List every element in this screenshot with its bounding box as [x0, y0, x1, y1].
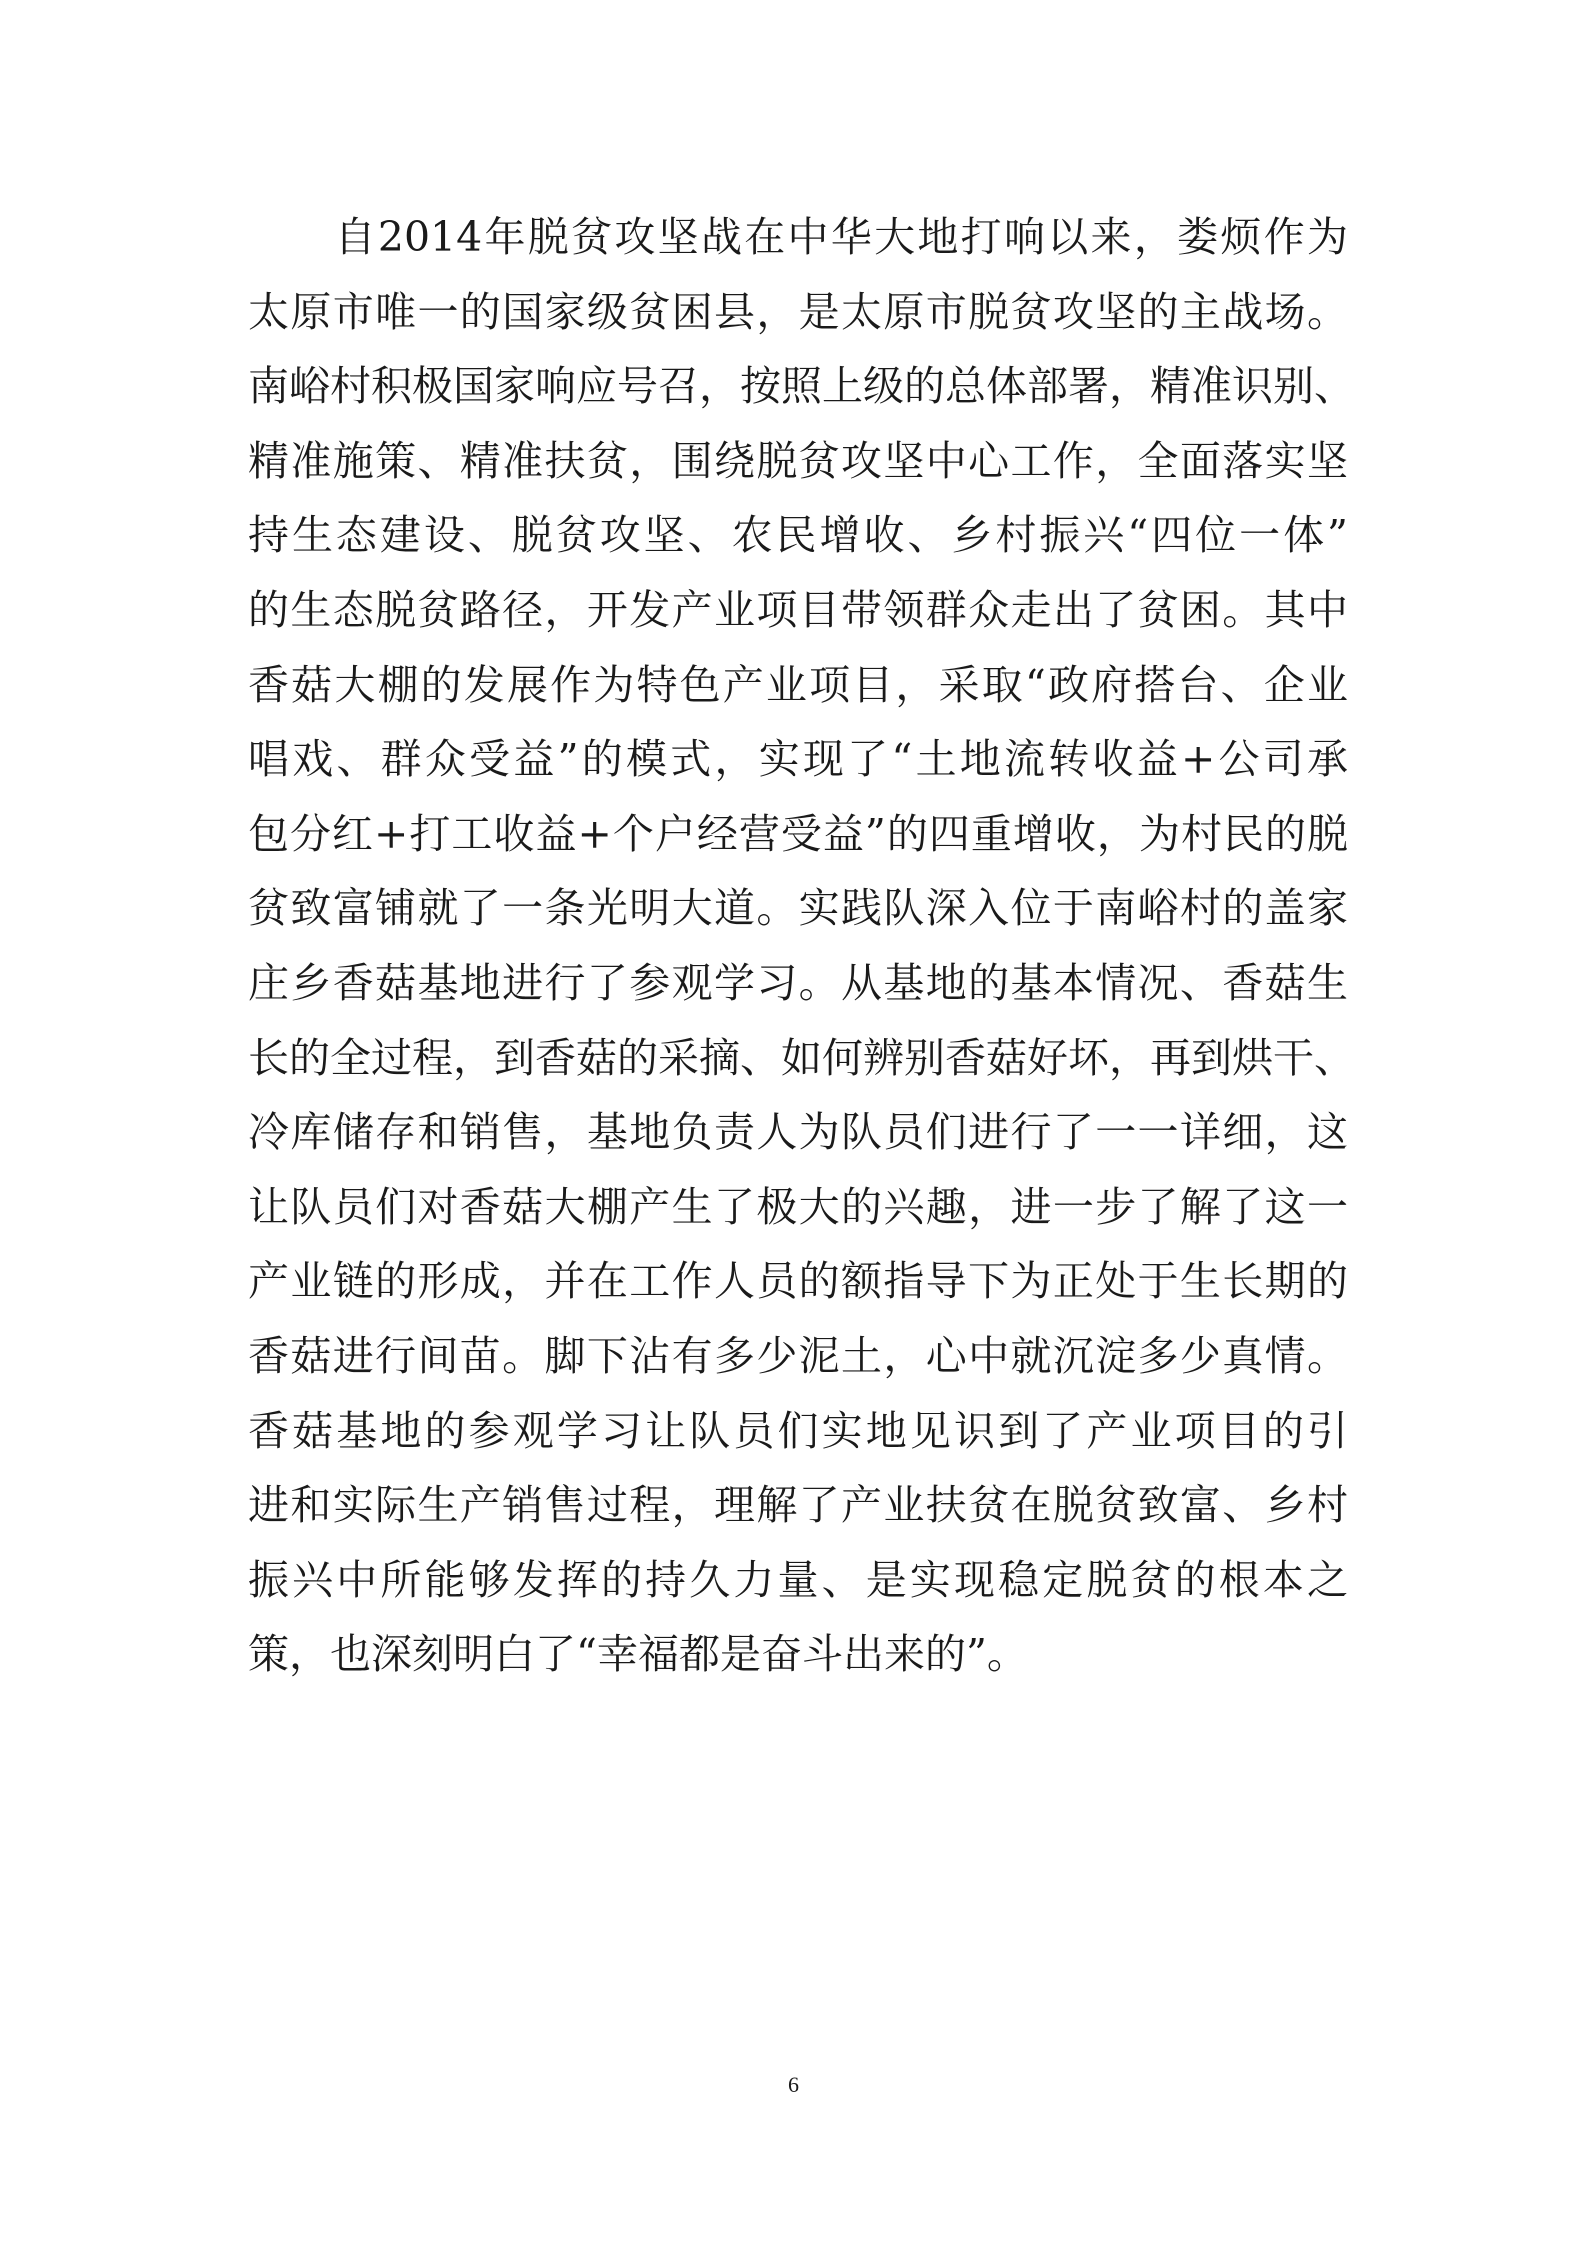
paragraph-line: 持生态建设、脱贫攻坚、农民增收、乡村振兴“四位一体”	[248, 511, 1348, 560]
paragraph-line: 冷库储存和销售，基地负责人为队员们进行了一一详细，这	[248, 1108, 1348, 1157]
paragraph-line: 策，也深刻明白了“幸福都是奋斗出来的”。	[248, 1630, 1028, 1679]
paragraph-line: 贫致富铺就了一条光明大道。实践队深入位于南峪村的盖家	[248, 884, 1348, 933]
paragraph-line: 让队员们对香菇大棚产生了极大的兴趣，进一步了解了这一	[248, 1182, 1348, 1231]
paragraph-line: 进和实际生产销售过程，理解了产业扶贫在脱贫致富、乡村	[248, 1481, 1348, 1530]
paragraph-line: 长的全过程，到香菇的采摘、如何辨别香菇好坏，再到烘干、	[248, 1033, 1355, 1082]
paragraph-line: 南峪村积极国家响应号召，按照上级的总体部署，精准识别、	[248, 362, 1355, 411]
paragraph-line: 包分红+打工收益+个户经营受益”的四重增收，为村民的脱	[248, 809, 1348, 858]
paragraph-line: 振兴中所能够发挥的持久力量、是实现稳定脱贫的根本之	[248, 1555, 1348, 1604]
paragraph-line: 庄乡香菇基地进行了参观学习。从基地的基本情况、香菇生	[248, 958, 1348, 1007]
paragraph-line: 香菇基地的参观学习让队员们实地见识到了产业项目的引	[248, 1406, 1348, 1455]
paragraph-line: 产业链的形成，并在工作人员的额指导下为正处于生长期的	[248, 1257, 1348, 1306]
paragraph-line: 香菇进行间苗。脚下沾有多少泥土，心中就沉淀多少真情。	[248, 1331, 1348, 1380]
paragraph-line: 自2014年脱贫攻坚战在中华大地打响以来，娄烦作为	[248, 213, 1348, 261]
paragraph-line: 唱戏、群众受益”的模式，实现了“土地流转收益+公司承	[248, 735, 1348, 784]
paragraph-line: 精准施策、精准扶贫，围绕脱贫攻坚中心工作，全面落实坚	[248, 436, 1348, 485]
paragraph-line: 香菇大棚的发展作为特色产业项目，采取“政府搭台、企业	[248, 660, 1348, 709]
paragraph-line: 的生态脱贫路径，开发产业项目带领群众走出了贫困。其中	[248, 585, 1348, 634]
page-number: 6	[788, 2072, 799, 2097]
paragraph-line: 太原市唯一的国家级贫困县，是太原市脱贫攻坚的主战场。	[248, 287, 1348, 336]
body-paragraph	[248, 200, 1355, 1692]
